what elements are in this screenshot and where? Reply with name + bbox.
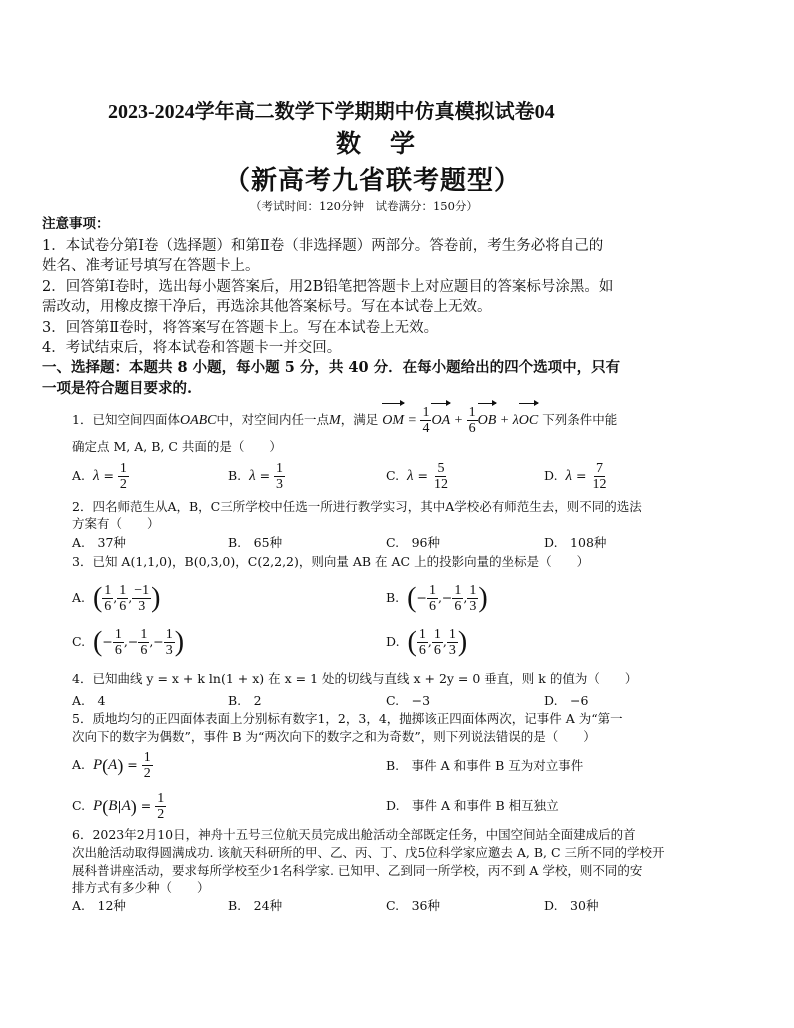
question-4-option-d: D. −6 — [544, 693, 589, 708]
notice-line: 2．回答第Ⅰ卷时，选出每小题答案后，用2B铅笔把答题卡上对应题目的答案标号涂黑。如 — [42, 279, 614, 295]
notice-line: 4．考试结束后，将本试卷和答题卡一并交回。 — [42, 340, 342, 356]
question-5-option-c: C. P(B|A) = $\frac{1}{2}$ — [72, 791, 165, 822]
question-6-stem-cont: 排方式有多少种（ ） — [72, 880, 210, 895]
subject-title: 数 学 — [336, 129, 418, 158]
question-1-option-d: D. λ = $\frac{7}{12}$ — [544, 461, 607, 492]
question-1-option-a: A. λ = $\frac{1}{2}$ — [72, 461, 127, 492]
exam-subtitle: （新高考九省联考题型） — [224, 166, 522, 196]
notice-line: 3．回答第Ⅱ卷时，将答案写在答题卡上。写在本试卷上无效。 — [42, 320, 439, 336]
question-5-stem: 5．质地均匀的正四面体表面上分别标有数字1，2，3，4，抛掷该正四面体两次，记事件 A 为“第一 — [72, 711, 623, 726]
question-3-option-b: B. (− $\frac{1}{6}$ ,− $\frac{1}{6}$ , $\frac{1}{3}$ ) — [386, 582, 488, 614]
question-1-stem: 1．已知空间四面体OABC中，对空间内任一点M，满足 OM = $\frac{1}{4}$ OA + $\frac{1}{6}$ OB + λOC 下列条件中能 — [72, 402, 617, 439]
question-3-option-c: C. (− $\frac{1}{6}$ ,− $\frac{1}{6}$ ,− $\frac{1}{3}$ ) — [72, 626, 185, 658]
question-6-stem: 6．2023年2月10日，神舟十五号三位航天员完成出舱活动全部既定任务，中国空间站全面建成后的首 — [72, 827, 636, 842]
notice-line: 1．本试卷分第Ⅰ卷（选择题）和第Ⅱ卷（非选择题）两部分。答卷前，考生务必将自己的 — [42, 238, 604, 254]
question-3-stem: 3．已知 A(1,1,0)，B(0,3,0)，C(2,2,2)，则向量 AB 在 AC 上的投影向量的坐标是（ ） — [72, 554, 590, 569]
notice-line: 姓名、准考证号填写在答题卡上。 — [42, 258, 260, 274]
question-6-option-a: A. 12种 — [72, 898, 126, 913]
question-3-option-d: D. ( $\frac{1}{6}$ , $\frac{1}{6}$ , $\frac{1}{3}$ ) — [386, 626, 468, 658]
question-6-option-d: D. 30种 — [544, 898, 599, 913]
exam-title: 2023-2024学年高二数学下学期期中仿真模拟试卷04 — [108, 101, 555, 123]
question-5-option-d: D. 事件 A 和事件 B 相互独立 — [386, 798, 559, 813]
question-2-option-a: A. 37种 — [72, 535, 126, 550]
question-6-option-c: C. 36种 — [386, 898, 440, 913]
question-6-stem-cont: 次出舱活动取得圆满成功. 该航天科研所的甲、乙、丙、丁、戊5位科学家应邀去 A, B, C 三所不同的学校开 — [72, 845, 665, 860]
question-5-option-b: B. 事件 A 和事件 B 互为对立事件 — [386, 758, 584, 773]
question-2-option-b: B. 65种 — [228, 535, 283, 550]
notice-line: 需改动，用橡皮擦干净后，再选涂其他答案标号。写在本试卷上无效。 — [42, 299, 492, 315]
section-heading-cont: 一项是符合题目要求的. — [42, 380, 193, 397]
question-1-option-c: C. λ = $\frac{5}{12}$ — [386, 461, 448, 492]
question-2-option-c: C. 96种 — [386, 535, 440, 550]
question-6-stem-cont: 展科普讲座活动，要求每所学校至少1名科学家. 已知甲、乙到同一所学校，丙不到 A 学校，则不同的安 — [72, 863, 643, 878]
question-3-option-a: A. ( $\frac{1}{6}$ , $\frac{1}{6}$ , $\frac{-1}{3}$ ) — [72, 582, 161, 614]
question-1-stem-cont: 确定点 M, A, B, C 共面的是（ ） — [72, 439, 282, 454]
question-5-option-a: A. P(A) = $\frac{1}{2}$ — [72, 750, 151, 781]
question-6-option-b: B. 24种 — [228, 898, 283, 913]
question-4-stem: 4．已知曲线 y = x + k ln(1 + x) 在 x = 1 处的切线与直线 x + 2y = 0 垂直，则 k 的值为（ ） — [72, 671, 638, 686]
exam-info: （考试时间：120分钟 试卷满分：150分） — [250, 199, 478, 213]
section-heading: 一、选择题：本题共 8 小题，每小题 5 分，共 40 分．在每小题给出的四个选项中，只有 — [42, 359, 621, 376]
question-2-stem: 2．四名师范生从A，B，C三所学校中任选一所进行教学实习，其中A学校必有师范生去，则不同的选法 — [72, 499, 642, 514]
question-4-option-b: B. 2 — [228, 693, 262, 708]
question-4-option-c: C. −3 — [386, 693, 431, 708]
question-2-option-d: D. 108种 — [544, 535, 607, 550]
question-4-option-a: A. 4 — [72, 693, 106, 708]
notice-heading: 注意事项： — [42, 216, 110, 232]
question-1-option-b: B. λ = $\frac{1}{3}$ — [228, 461, 284, 492]
question-2-stem-cont: 方案有（ ） — [72, 516, 160, 531]
question-5-stem-cont: 次向下的数字为偶数”，事件 B 为“两次向下的数字之和为奇数”，则下列说法错误的是（ ） — [72, 729, 596, 744]
